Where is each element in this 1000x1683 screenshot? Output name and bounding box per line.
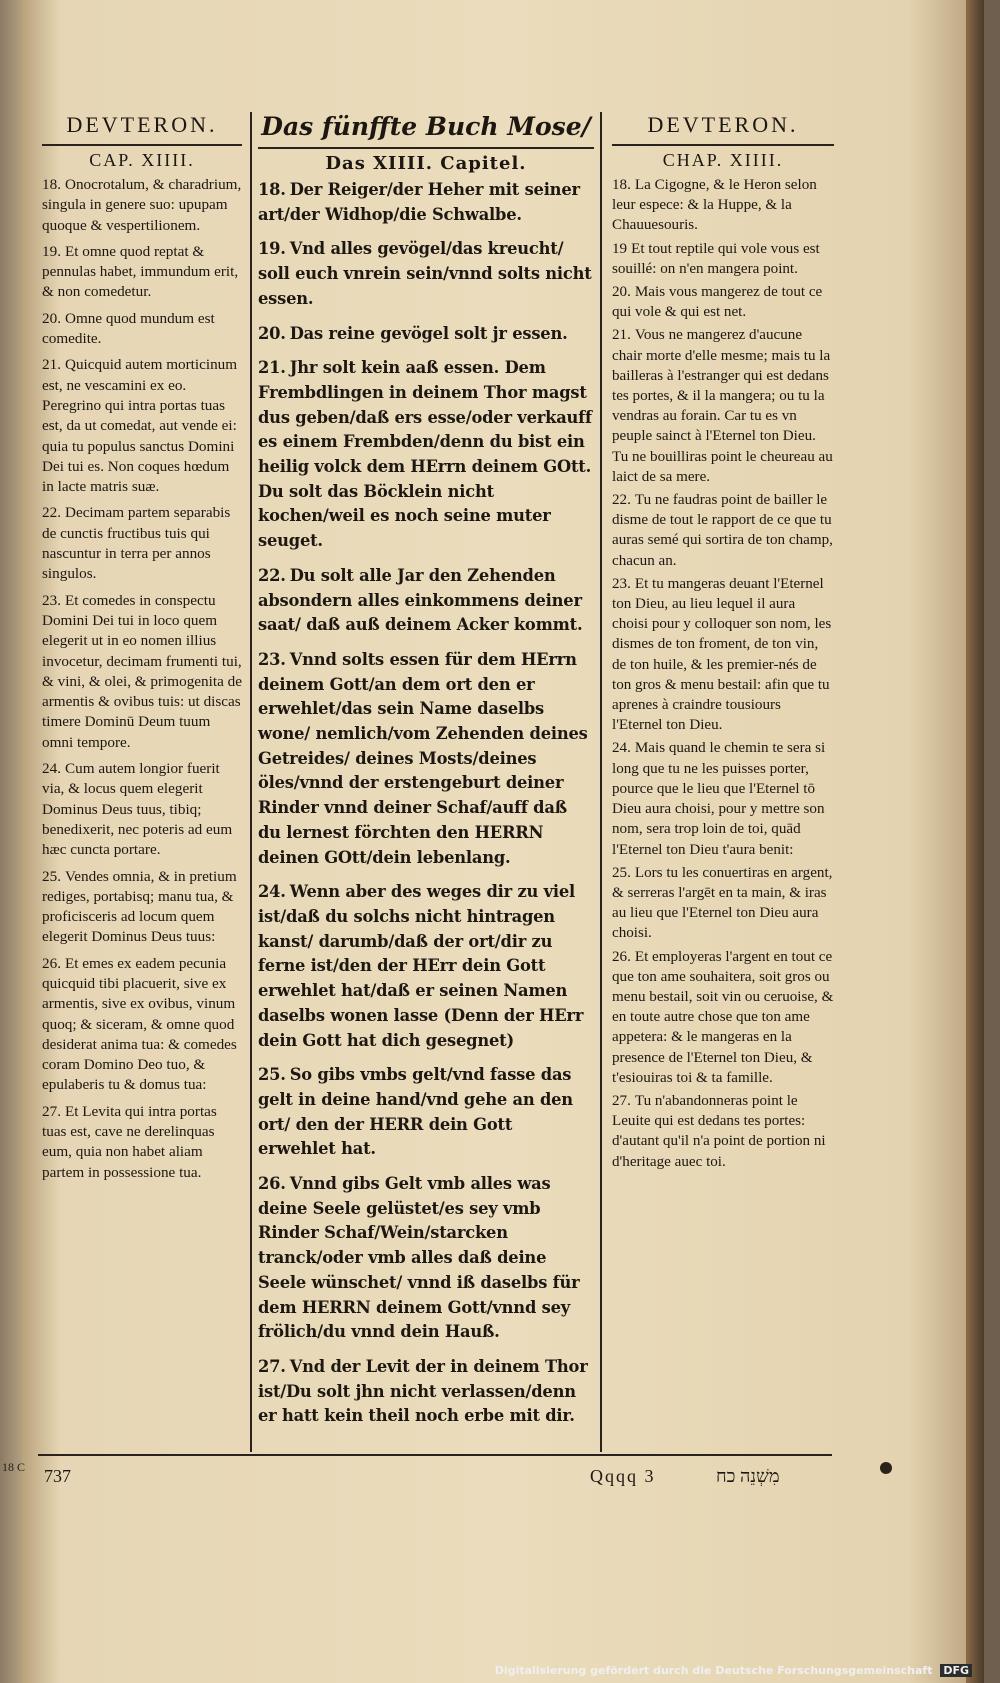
verse-text: Omne quod mundum est comedite.	[42, 309, 215, 348]
verse-text: Et emes ex eadem pecunia quicquid tibi placuerit, sive ex armentis, sive ex ovibus, vinum quoq; & siceram, & omne quod desiderat anima tua: & comedes coram Domino Deo tuo, & epulaberis tu & domus tua:	[42, 954, 237, 1094]
dfg-logo: DFG	[940, 1664, 972, 1677]
right-verse	[612, 239, 834, 279]
verse-text: Jhr solt kein aaß essen. Dem Frembdlingen in deinem Thor magst dus geben/daß ers esse/oder verkauff es einem Frembden/denn du bist ein heilig volck dem HErrn deinem GOtt. Du solt das Böcklein nicht kochen/weil es noch seine muter seuget.	[258, 358, 592, 551]
verse-text: Mais vous mangerez de tout ce qui vole & qui est net.	[612, 284, 823, 321]
latin-running-head: DEVTERON.	[42, 112, 242, 146]
left-verse	[42, 1102, 242, 1183]
left-verse	[42, 591, 242, 753]
verse-number: 27.	[612, 1092, 631, 1109]
margin-note: 18 C	[2, 1460, 26, 1474]
middle-verse	[258, 178, 594, 227]
middle-verse	[258, 322, 594, 347]
left-verse	[42, 355, 242, 497]
verse-text: Decimam partem separabis de cunctis fructibus tuis qui nascuntur in terra per annos singulos.	[42, 504, 231, 583]
verse-number: 20.	[42, 309, 61, 327]
footer-rule	[38, 1454, 832, 1456]
verse-text: Tu n'abandonneras point le Leuite qui est dedans tes portes: d'autant qu'il n'a point de portion ni d'heritage auec toi.	[612, 1092, 826, 1170]
middle-verse	[258, 564, 594, 638]
german-chapter-heading: Das XIIII. Capitel.	[325, 153, 527, 174]
verse-number: 24.	[42, 760, 61, 778]
verse-text: Der Reiger/der Heher mit seiner art/der Widhop/die Schwalbe.	[258, 180, 580, 224]
french-chapter-heading: CHAP. XIIII.	[662, 150, 784, 170]
verse-number: 26.	[42, 954, 61, 972]
verse-number: 18.	[42, 176, 61, 193]
latin-column	[42, 112, 242, 1189]
verse-text: Onocrotalum, & charadrium, singula in genere suo: upupam quoque & vespertilionem.	[42, 176, 242, 234]
verse-number: 23.	[612, 575, 631, 592]
verse-number: 27.	[42, 1102, 61, 1120]
verse-number: 22.	[42, 504, 61, 522]
verse-text: Vnnd gibs Gelt vmb alles was deine Seele gelüstet/es sey vmb Rinder Schaf/Wein/starcken tranck/oder vmb alles daß deine Seele wünschet/ vnnd iß daselbs für dem HERRN deinem Gott/vnnd sey frölich/du vnnd dein Hauß.	[258, 1174, 580, 1342]
verse-number: 26.	[258, 1174, 286, 1194]
verse-text: Quicquid autem morticinum est, ne vescamini ex eo. Peregrino qui intra portas tuas est, da ut comedat, aut vende ei: quia tu populus sanctus Domini Dei tui es. Non coques hœdum in lacte matris suæ.	[42, 356, 238, 496]
verse-text: Wenn aber des weges dir zu viel ist/daß du solchs nicht hintragen kanst/ darumb/daß der ort/dir zu ferne ist/den der HErr dein Gott erwehlet hat/daß er seinen Namen daselbs wonen lasse (Denn der HErr dein Gott hat dich gesegnet)	[258, 882, 584, 1050]
right-verse	[612, 738, 834, 859]
verse-number: 20.	[258, 323, 286, 343]
right-verse	[612, 282, 834, 322]
verse-number: 19	[612, 240, 628, 257]
middle-verse	[258, 1172, 594, 1345]
latin-chapter-heading: CAP. XIIII.	[89, 150, 195, 170]
verse-text: Das reine gevögel solt jr essen.	[289, 323, 568, 343]
right-verse	[612, 947, 834, 1088]
verse-number: 21.	[612, 327, 631, 344]
credit-text: Digitalisierung gefördert durch die Deutsche Forschungsgemeinschaft	[494, 1664, 933, 1677]
left-verse	[42, 242, 242, 303]
ink-dot-icon	[880, 1462, 892, 1474]
verse-text: Tu ne faudras point de bailler le disme de tout le rapport de ce que tu auras semé qui sortira de ton champ, chacun an.	[612, 492, 833, 569]
french-running-head: DEVTERON.	[612, 112, 834, 146]
middle-verse	[258, 237, 594, 311]
latin-verses	[42, 175, 242, 1183]
german-column	[250, 112, 602, 1452]
german-running-head: Das fünffte Buch Mose/	[258, 112, 594, 149]
left-verse	[42, 309, 242, 350]
verse-number: 21.	[42, 356, 61, 374]
verse-text: Vnd der Levit der in deinem Thor ist/Du solt jhn nicht verlassen/denn er hatt kein theil noch erbe mit dir.	[258, 1356, 588, 1426]
left-verse	[42, 954, 242, 1096]
german-verses	[258, 178, 594, 1429]
right-verse	[612, 863, 834, 944]
hebrew-catchword: מִשְׁנֵה כח	[716, 1466, 780, 1486]
digitization-credit	[495, 1664, 972, 1677]
left-verse	[42, 759, 242, 860]
page-number: 737	[44, 1466, 71, 1486]
verse-number: 24.	[258, 882, 286, 902]
verse-number: 20.	[612, 284, 631, 301]
verse-text: So gibs vmbs gelt/vnd fasse das gelt in deine hand/vnd gehe an den ort/ den der HERR dein Gott erwehlet hat.	[258, 1065, 573, 1159]
right-verse	[612, 1091, 834, 1172]
middle-verse	[258, 1063, 594, 1162]
verse-number: 22.	[612, 492, 631, 509]
right-verse	[612, 490, 834, 571]
signature-mark: Qqqq 3	[590, 1466, 656, 1486]
verse-text: Et tout reptile qui vole vous est souillé: on n'en mangera point.	[612, 240, 820, 277]
verse-number: 23.	[258, 649, 286, 669]
verse-number: 22.	[258, 565, 286, 585]
verse-number: 19.	[258, 239, 286, 259]
verse-text: Cum autem longior fuerit via, & locus quem elegerit Dominus Deus tuus, tibiq; benedixerit, nec poteris ad eum hæc cuncta portare.	[42, 760, 233, 859]
verse-number: 21.	[258, 358, 286, 378]
verse-number: 18.	[258, 180, 286, 199]
verse-number: 18.	[612, 177, 631, 193]
verse-number: 24.	[612, 740, 631, 757]
verse-text: Vnnd solts essen für dem HErrn deinem Gott/an dem ort den er erwehlet/das sein Name daselbs wone/ nemlich/vom Zehenden deines Getreides/ deines Mosts/deines öles/vnnd der erstengeburt deiner Rinder vnnd deiner Schaf/auff daß du lernest förchten den HERRN deinen GOtt/dein lebenlang.	[258, 649, 588, 867]
french-verses	[612, 175, 834, 1172]
verse-text: Du solt alle Jar den Zehenden absondern alles einkommens deiner saat/ daß auß deinem Acker kommt.	[258, 565, 583, 635]
book-spine	[966, 0, 984, 1683]
right-verse	[612, 574, 834, 736]
verse-text: Et employeras l'argent en tout ce que ton ame souhaitera, soit gros ou menu bestail, soit vin ou ceruoise, & en toute autre chose que ton ame appetera: & le mangeras en la presence de l'Eternel ton Dieu, & t'esiouiras toi & ta famille.	[612, 948, 834, 1086]
verse-text: Vnd alles gevögel/das kreucht/ soll euch vnrein sein/vnnd solts nicht essen.	[258, 239, 592, 308]
verse-number: 26.	[612, 948, 631, 965]
left-verse	[42, 503, 242, 584]
verse-number: 25.	[42, 867, 61, 885]
verse-number: 27.	[258, 1356, 286, 1376]
verse-text: Et comedes in conspectu Domini Dei tui in loco quem elegerit ut in eo nomen illius invocetur, decimam frumenti tui, & vini, & olei, & primogenita de armentis & ovibus tuis: ut discas timere Dominū Deum tuum omni tempore.	[42, 591, 242, 751]
verse-text: Et omne quod reptat & pennulas habet, immundum erit, & non comedetur.	[42, 242, 239, 301]
verse-number: 25.	[258, 1065, 286, 1085]
verse-text: Et tu mangeras deuant l'Eternel ton Dieu, au lieu lequel il aura choisi pour y colloquer son nom, les dismes de ton froment, de ton vin, de ton huile, & les premier-nés de ton gros & menu bestail: afin que tu aprenes à craindre tousiours l'Eternel ton Dieu.	[612, 575, 832, 734]
middle-verse	[258, 648, 594, 870]
verse-text: Lors tu les conuertiras en argent, & serreras l'argēt en ta main, & iras au lieu que l'Eternel ton Dieu aura choisi.	[612, 864, 833, 942]
middle-verse	[258, 880, 594, 1053]
verse-number: 25.	[612, 864, 631, 881]
right-verse	[612, 175, 834, 236]
verse-number: 23.	[42, 591, 61, 609]
left-verse	[42, 867, 242, 948]
right-verse	[612, 325, 834, 487]
verse-text: Vendes omnia, & in pretium rediges, portabisq; manu tua, & proficisceris ad locum quem elegerit Dominus Deus tuus:	[42, 867, 237, 946]
french-column	[612, 112, 834, 1175]
middle-verse	[258, 356, 594, 554]
verse-text: Vous ne mangerez d'aucune chair morte d'elle mesme; mais tu la bailleras à l'estranger qui est dedans tes portes, & il la mangera; ou tu la vendras au forain. Car tu es vn peuple sainct à l'Eternel ton Dieu. Tu ne bouilliras point le cheureau au laict de sa mere.	[612, 327, 833, 485]
left-verse	[42, 175, 242, 236]
verse-text: La Cigogne, & le Heron selon leur espece: & la Huppe, & la Chauuesouris.	[612, 177, 817, 234]
verse-text: Et Levita qui intra portas tuas est, cave ne derelinquas eum, quia non habet aliam partem in possessione tua.	[42, 1102, 217, 1181]
middle-verse	[258, 1355, 594, 1429]
verse-number: 19.	[42, 242, 61, 260]
verse-text: Mais quand le chemin te sera si long que tu ne les puisses porter, pource que le lieu que l'Eternel tō Dieu aura choisi, pour y mettre son nom, sera trop loin de toi, quād l'Eternel ton Dieu t'aura benit:	[612, 740, 826, 858]
